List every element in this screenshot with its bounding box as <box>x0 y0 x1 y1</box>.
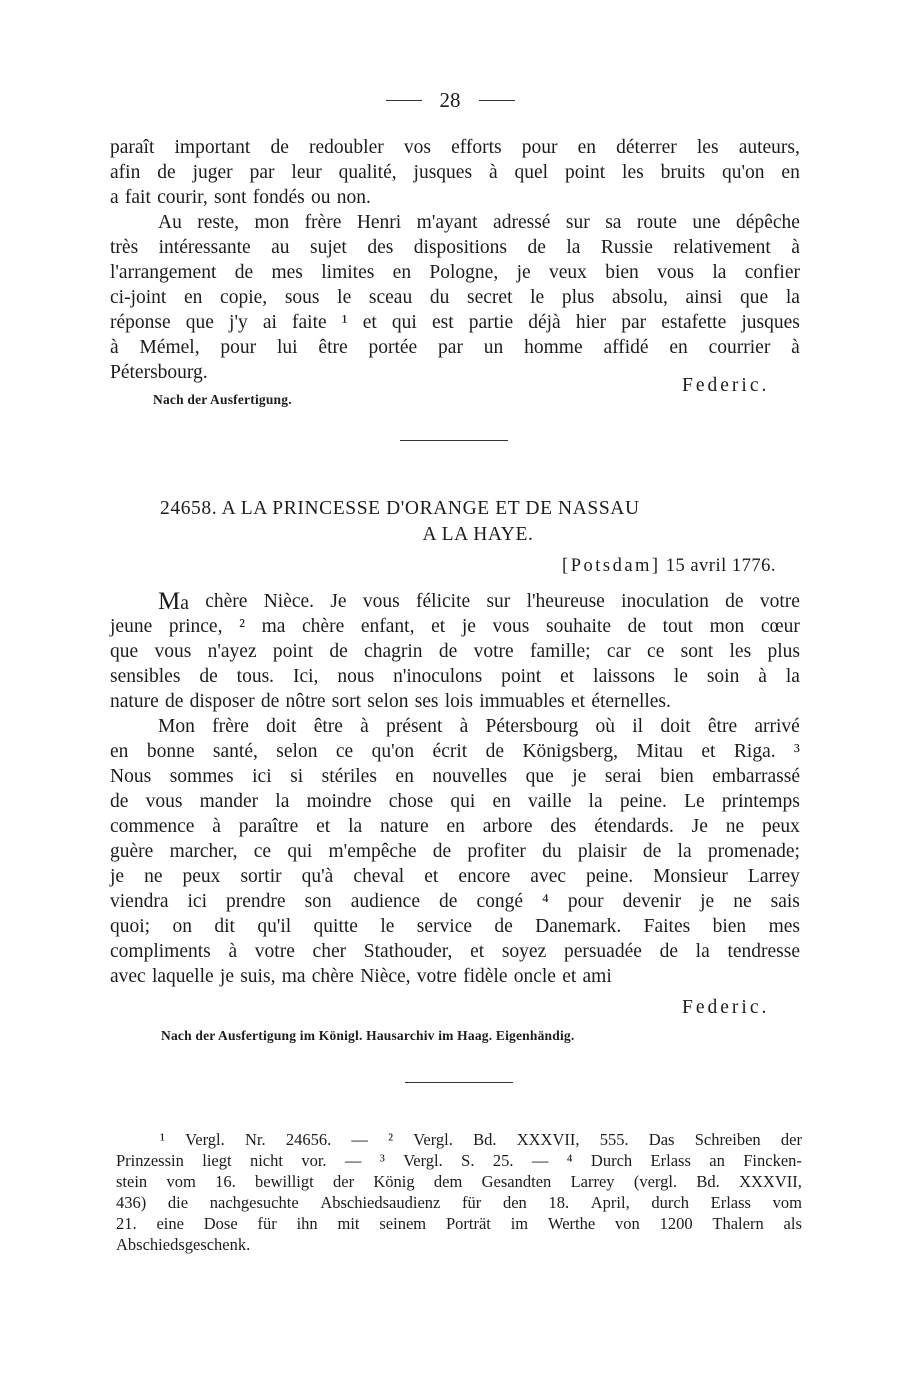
page-number: 28 <box>439 88 461 112</box>
footnote-line: Prinzessin liegt nicht vor. — ³ Vergl. S. 25. — ⁴ Durch Erlass an Fincken- <box>116 1151 802 1170</box>
header-rule-right <box>479 100 515 101</box>
letter-line: guère marcher, ce qui m'empêche de profiter du plaisir de la promenade; <box>110 841 800 862</box>
letter-dateline <box>562 556 776 577</box>
footnote-line: Abschiedsgeschenk. <box>116 1235 251 1254</box>
continuation-source-note: Nach der Ausfertigung. <box>153 392 292 407</box>
letter-line: Ma chère Nièce. Je vous félicite sur l'heureuse inoculation de votre <box>158 588 800 615</box>
letter-line: de vous mander la moindre chose qui en vaille la peine. Le printemps <box>110 791 800 812</box>
letter-line: nature de disposer de nôtre sort selon ses lois immuables et éternelles. <box>110 691 671 712</box>
page-header <box>0 88 900 113</box>
text-line: a fait courir, sont fondés ou non. <box>110 187 371 208</box>
text-line: Au reste, mon frère Henri m'ayant adressé sur sa route une dépêche <box>158 212 800 233</box>
text-line: réponse que j'y ai faite ¹ et qui est partie déjà hier par estafette jusques <box>110 312 800 333</box>
text-line: à Mémel, pour lui être portée par un homme affidé en courrier à <box>110 337 800 358</box>
footnote-line: ¹ Vergl. Nr. 24656. — ² Vergl. Bd. XXXVII, 555. Das Schreiben der <box>160 1130 802 1149</box>
letter-heading-line-1: 24658. A LA PRINCESSE D'ORANGE ET DE NASSAU <box>160 498 640 519</box>
letter-line: Nous sommes ici si stériles en nouvelles que je serai bien embarrassé <box>110 766 800 787</box>
letter-line: en bonne santé, selon ce qu'on écrit de Königsberg, Mitau et Riga. ³ <box>110 741 800 762</box>
letter-source-note: Nach der Ausfertigung im Königl. Hausarchiv im Haag. Eigenhändig. <box>161 1028 575 1043</box>
footnote-line: stein vom 16. bewilligt der König dem Gesandten Larrey (vergl. Bd. XXXVII, <box>116 1172 802 1191</box>
letter-line: jeune prince, ² ma chère enfant, et je vous souhaite de tout mon cœur <box>110 616 800 637</box>
salutation-word: Ma <box>158 588 189 615</box>
continuation-text <box>110 135 800 385</box>
section-separator <box>400 440 508 441</box>
letter-line: quoi; on dit qu'il quitte le service de Danemark. Faites bien mes <box>110 916 800 937</box>
letter-signature: Federic. <box>682 997 770 1018</box>
letter-heading <box>160 496 760 548</box>
letter-heading-line-2: A LA HAYE. <box>422 524 534 545</box>
letter-line: avec laquelle je suis, ma chère Nièce, votre fidèle oncle et ami <box>110 966 612 987</box>
letter-body <box>110 589 800 989</box>
text-line: afin de juger par leur qualité, jusques à quel point les bruits qu'on en <box>110 162 800 183</box>
text-line: ci-joint en copie, sous le sceau du secret le plus absolu, ainsi que la <box>110 287 800 308</box>
footnote-line: 436) die nachgesuchte Abschiedsaudienz für den 18. April, durch Erlass vom <box>116 1193 802 1212</box>
letter-line: Mon frère doit être à présent à Pétersbourg où il doit être arrivé <box>158 716 800 737</box>
letter-line: viendra ici prendre son audience de congé ⁴ pour devenir je ne sais <box>110 891 800 912</box>
header-rule-left <box>386 100 422 101</box>
date-place: [Potsdam] <box>562 556 661 576</box>
footnote-line: 21. eine Dose für ihn mit seinem Porträt im Werthe von 1200 Thalern als <box>116 1214 802 1233</box>
text-line: Pétersbourg. <box>110 362 208 383</box>
salutation-initial: M <box>158 588 181 615</box>
footnotes <box>116 1129 802 1255</box>
date-value: 15 avril 1776. <box>665 556 776 576</box>
continuation-signature: Federic. <box>682 375 770 396</box>
letter-line: commence à paraître et la nature en arbore des étendards. Je ne peux <box>110 816 800 837</box>
text-line: très intéressante au sujet des dispositions de la Russie relativement à <box>110 237 800 258</box>
letter-line: sensibles de tous. Ici, nous n'inoculons point et laissons le soin à la <box>110 666 800 687</box>
footnote-separator <box>405 1082 513 1083</box>
text-line: paraît important de redoubler vos efforts pour en déterrer les auteurs, <box>110 137 800 158</box>
letter-line: que vous n'ayez point de chagrin de votre famille; car ce sont les plus <box>110 641 800 662</box>
letter-line: je ne peux sortir qu'à cheval et encore avec peine. Monsieur Larrey <box>110 866 800 887</box>
letter-line: compliments à votre cher Stathouder, et soyez persuadée de la tendresse <box>110 941 800 962</box>
text-line: l'arrangement de mes limites en Pologne, je veux bien vous la confier <box>110 262 800 283</box>
